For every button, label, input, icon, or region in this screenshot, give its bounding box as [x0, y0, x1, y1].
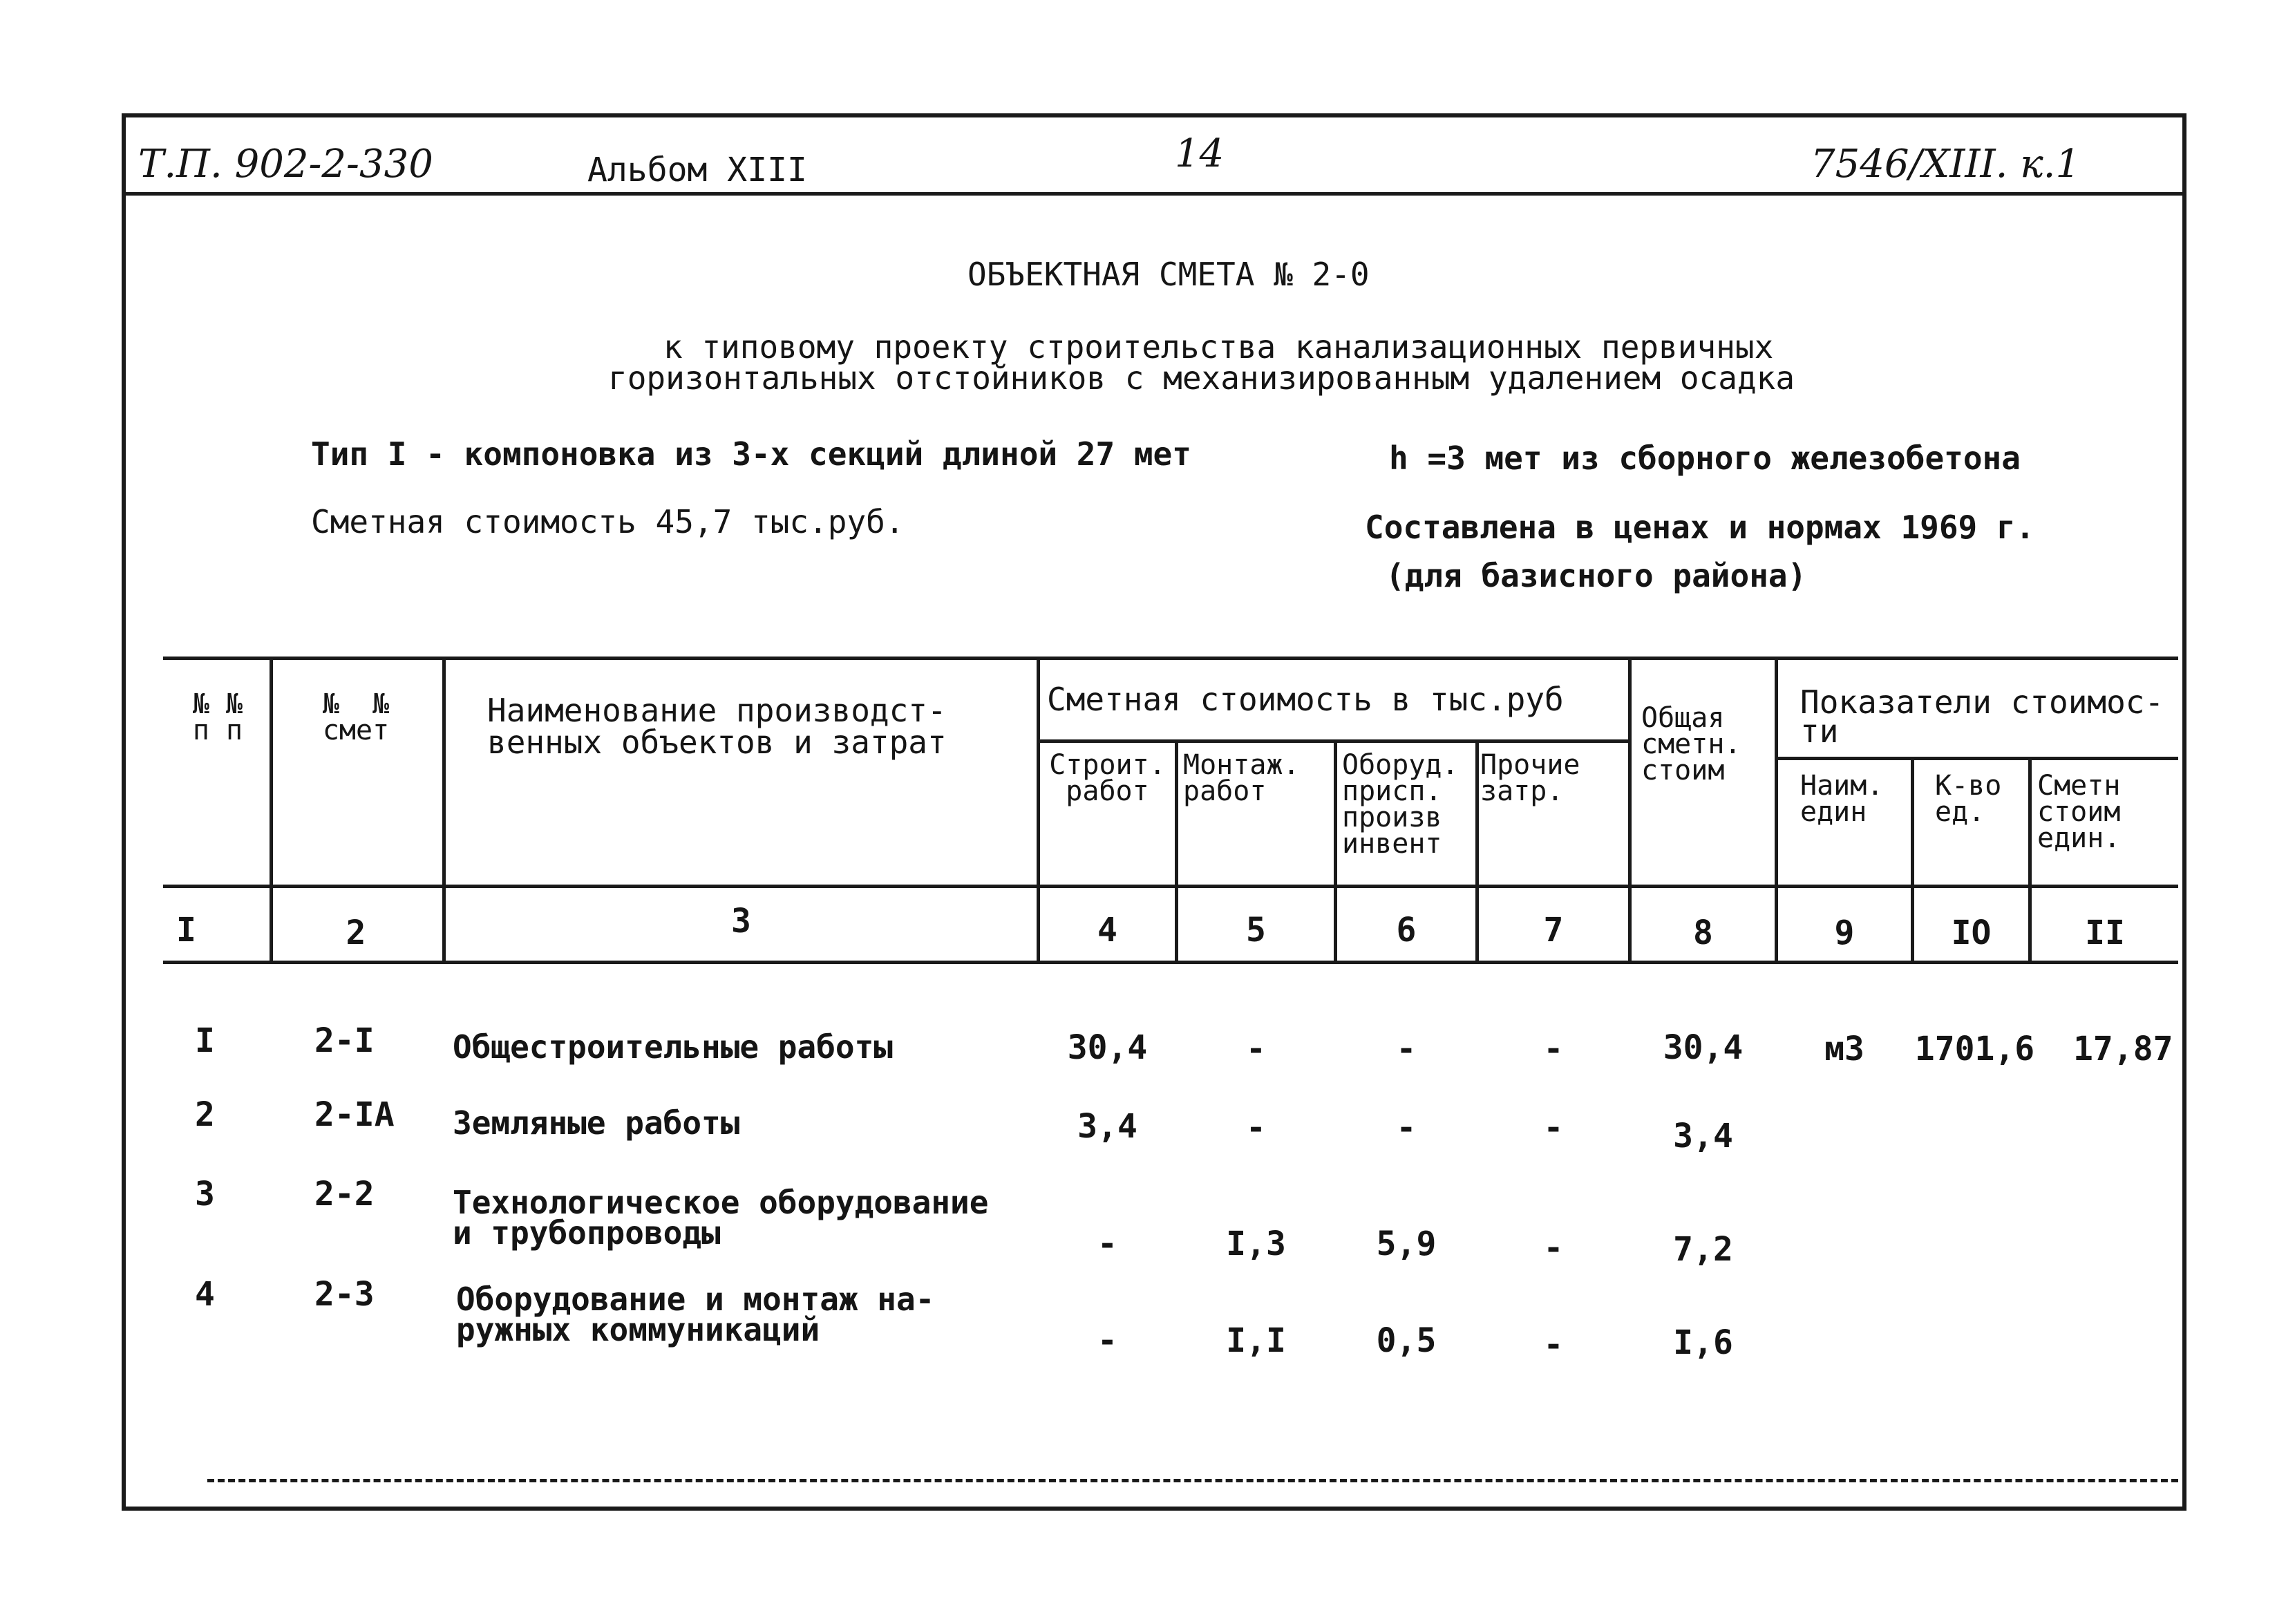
equipment-cost: 5,9: [1376, 1225, 1437, 1263]
other-cost: -: [1543, 1325, 1564, 1364]
header-row-number: № № п п: [192, 688, 243, 746]
estimate-number: 2-3: [314, 1275, 375, 1314]
table-top-rule: [163, 657, 2178, 660]
header-total-cost: Общая сметн. стоим: [1641, 702, 1741, 786]
equipment-cost: -: [1396, 1030, 1417, 1068]
other-cost: -: [1543, 1030, 1564, 1068]
subheader-rule-cost: [1037, 739, 1628, 743]
estimate-number: 2-2: [314, 1175, 375, 1214]
equipment-cost: 0,5: [1376, 1321, 1437, 1360]
quantity: 1701,6: [1914, 1030, 2035, 1068]
estimated-cost-line: Сметная стоимость 45,7 тыс.руб.: [311, 503, 905, 540]
equipment-cost: -: [1396, 1108, 1417, 1147]
row-number: 3: [195, 1175, 215, 1214]
subheader-rule-indicators: [1775, 757, 2178, 760]
object-name: Технологическое оборудование и трубопроводы: [453, 1184, 989, 1252]
other-cost: -: [1543, 1229, 1564, 1267]
column-number: 3: [731, 902, 751, 941]
construction-cost: 3,4: [1077, 1107, 1137, 1146]
type-line: Тип I - компоновка из 3-х секций длиной 27 мет: [311, 435, 1191, 473]
column-number: 7: [1543, 911, 1564, 950]
header-construction: Строит. работ: [1049, 749, 1166, 807]
construction-cost: 30,4: [1067, 1028, 1148, 1067]
column-number: 9: [1834, 914, 1855, 952]
column-number: 5: [1246, 911, 1266, 950]
total-cost: I,6: [1673, 1323, 1733, 1362]
column-number: 8: [1693, 914, 1713, 952]
unit-cost: 17,87: [2073, 1030, 2173, 1068]
prices-line: Составлена в ценах и нормах 1969 г.: [1365, 509, 2035, 546]
header-cost-group: Сметная стоимость в тыс.руб: [1047, 681, 1564, 718]
column-number: IO: [1951, 914, 1992, 952]
header-object-name: Наименование производст- венных объектов и затрат: [487, 692, 947, 761]
row-number: 2: [195, 1095, 215, 1134]
header-installation: Монтаж. работ: [1183, 749, 1300, 807]
construction-cost: -: [1097, 1225, 1117, 1263]
region-line: (для базисного района): [1386, 557, 1807, 594]
subtitle-line-2: горизонтальных отстойников с механизированным удалением осадка: [608, 359, 1795, 397]
column-number: 6: [1396, 911, 1417, 950]
column-numbers-rule: [163, 961, 2178, 964]
total-cost: 3,4: [1673, 1117, 1733, 1155]
height-line: h =3 мет из сборного железобетона: [1389, 440, 2021, 477]
estimate-number: 2-I: [314, 1021, 375, 1060]
object-name: Оборудование и монтаж на- ружных коммуникаций: [456, 1281, 935, 1348]
subtitle-line-1: к типовому проекту строительства канализационных первичных: [663, 328, 1774, 366]
total-cost: 30,4: [1663, 1028, 1744, 1067]
object-name: Земляные работы: [453, 1104, 740, 1142]
header-estimate-number: № № смет: [322, 688, 390, 746]
stamp-divider: [122, 192, 2182, 196]
construction-cost: -: [1097, 1321, 1117, 1360]
column-number: 2: [346, 914, 366, 952]
header-unit-cost: Сметн стоим един.: [2037, 770, 2121, 854]
header-quantity: К-во ед.: [1935, 770, 2002, 828]
header-indicators-group: Показатели стоимос- ти: [1800, 683, 2164, 750]
header-bottom-rule: [163, 885, 2178, 888]
column-number: I: [176, 911, 196, 950]
page-number: 14: [1175, 131, 1225, 176]
project-code: Т.П. 902-2-330: [138, 142, 433, 187]
document-heading: ОБЪЕКТНАЯ СМЕТА № 2-0: [967, 256, 1370, 293]
column-number: 4: [1097, 911, 1117, 950]
header-other-costs: Прочие затр.: [1480, 749, 1580, 807]
header-equipment: Оборуд. присп. произв инвент: [1342, 749, 1459, 860]
album-label: Альбом XIII: [587, 151, 807, 189]
unit-name: м3: [1824, 1030, 1864, 1068]
object-name: Общестроительные работы: [453, 1028, 893, 1066]
row-number: 4: [195, 1275, 215, 1314]
installation-cost: -: [1246, 1030, 1266, 1068]
table-bottom-rule: [207, 1479, 2178, 1482]
installation-cost: I,I: [1226, 1321, 1286, 1360]
installation-cost: -: [1246, 1108, 1266, 1147]
estimate-number: 2-IA: [314, 1095, 395, 1134]
other-cost: -: [1543, 1108, 1564, 1147]
header-unit-name: Наим. един: [1800, 770, 1884, 828]
total-cost: 7,2: [1673, 1230, 1733, 1269]
installation-cost: I,3: [1226, 1225, 1286, 1263]
row-number: I: [195, 1021, 215, 1060]
inventory-number: 7546/XIII. к.1: [1811, 142, 2081, 187]
column-number: II: [2085, 914, 2125, 952]
